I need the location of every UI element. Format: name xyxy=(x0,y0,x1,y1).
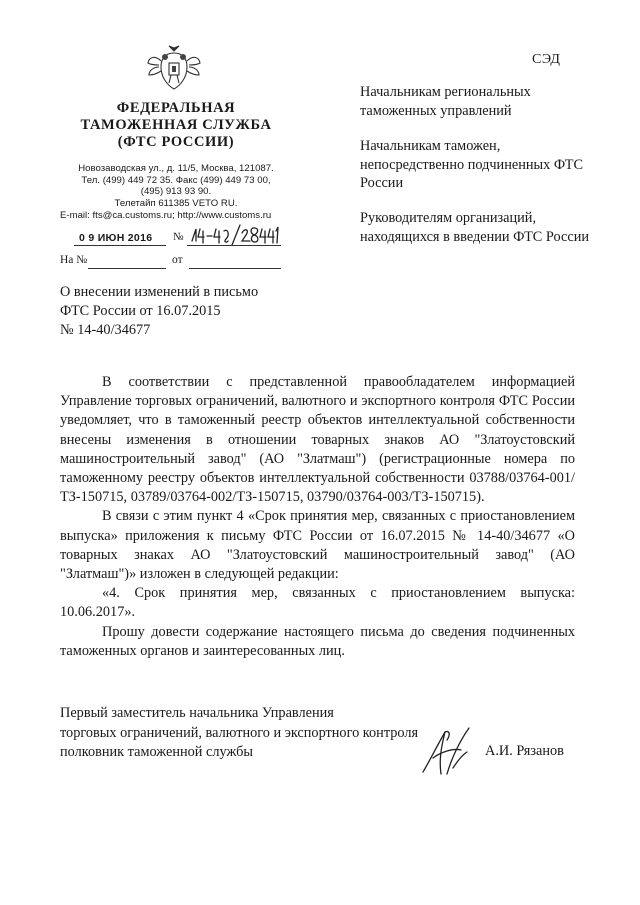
body-paragraph: «4. Срок принятия мер, связанных с приостановлением выпуска: 10.06.2017». xyxy=(60,585,575,621)
signatory-name: А.И. Рязанов xyxy=(485,743,564,759)
registration-number-handwritten xyxy=(188,223,280,247)
handwritten-signature-icon xyxy=(415,722,475,782)
registration-number-label: № xyxy=(173,231,184,243)
organization-name: ФЕДЕРАЛЬНАЯ ТАМОЖЕННАЯ СЛУЖБА (ФТС РОССИИ) xyxy=(80,100,272,150)
letter-body xyxy=(60,373,575,661)
body-paragraph: В соответствии с представленной правообладателем информацией Управление торговых ограничений, валютного и экспортного контроля ФТС России уведомляет, что в таможенный реестр объектов интеллектуальной собственности внесены изменения в отношении товарных знаков АО "Златоустовский машиностроительный завод" (АО "Златмаш") (регистрационные номера по таможенному реестру объектов интеллектуальной собственности 03788/03764-001/ТЗ-150715, 03789/03764-002/ТЗ-150715, 03790/03764-003/ТЗ-150715). xyxy=(60,374,575,506)
reply-to-label: На № xyxy=(60,254,88,266)
addressee-organizations: Руководителям организаций, находящихся в введении ФТС России xyxy=(360,210,590,245)
reply-from-label: от xyxy=(172,254,183,266)
document-system-marker: СЭД xyxy=(532,52,561,67)
date-underline xyxy=(74,245,166,246)
body-paragraph: В связи с этим пункт 4 «Срок принятия мер, связанных с приостановлением выпуска» приложения к письму ФТС России от 16.07.2015 № 14-40/34677 «О товарных знаках АО "Златоустовский машиностроительный завод" (АО "Златмаш")» изложен в следующей редакции: xyxy=(60,508,575,583)
state-emblem-icon xyxy=(145,43,203,91)
registration-date-stamp: 0 9 ИЮН 2016 xyxy=(79,232,153,244)
reply-number-line xyxy=(88,268,166,269)
signatory-position: Первый заместитель начальника Управления торговых ограничений, валютного и экспортного контроля полковник таможенной службы xyxy=(60,705,419,760)
letter-subject: О внесении изменений в письмо ФТС России от 16.07.2015 № 14-40/34677 xyxy=(60,284,259,338)
addressee-customs: Начальникам таможен, непосредственно подчиненных ФТС России xyxy=(360,138,584,191)
organization-contacts: Новозаводская ул., д. 11/5, Москва, 121087. Тел. (499) 449 72 35. Факс (499) 449 73 00, (495) 913 93 90. Телетайп 611385 VETO RU. E-mail: fts@ca.customs.ru; http://www.customs.ru xyxy=(60,163,274,221)
body-paragraph: Прошу довести содержание настоящего письма до сведения подчиненных таможенных органов и заинтересованных лиц. xyxy=(60,623,575,659)
addressee-regional: Начальникам региональных таможенных управлений xyxy=(360,84,531,119)
reply-date-line xyxy=(189,268,281,269)
number-underline xyxy=(187,245,281,246)
